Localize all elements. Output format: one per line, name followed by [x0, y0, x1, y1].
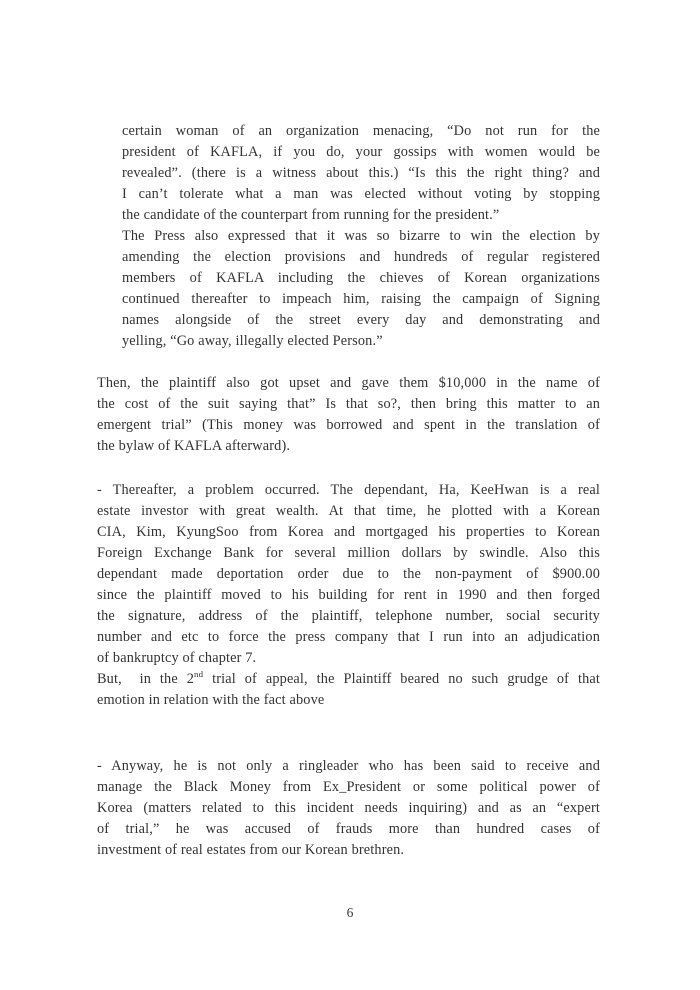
text-line [97, 606, 600, 627]
text-line [97, 690, 600, 711]
text-segment: the cost of the suit saying that” Is that so?, then bring this matter to an [97, 396, 600, 412]
text-line [97, 627, 600, 648]
text-segment: CIA, Kim, KyungSoo from Korea and mortgaged his properties to Korean [97, 524, 600, 540]
text-line [122, 247, 600, 268]
text-segment: emotion in relation with the fact above [97, 692, 325, 708]
text-line [97, 777, 600, 798]
text-line [122, 184, 600, 205]
text-line [97, 436, 600, 457]
text-line [122, 310, 600, 331]
text-line [97, 480, 600, 501]
paragraph-settlement [97, 373, 600, 457]
document-body [97, 121, 600, 861]
text-line [97, 840, 600, 861]
text-segment: emergent trial” (This money was borrowed and spent in the translation of [97, 417, 600, 433]
text-segment: continued thereafter to impeach him, raising the campaign of Signing [122, 291, 600, 307]
text-segment: of bankruptcy of chapter 7. [97, 650, 257, 666]
text-line [122, 205, 600, 226]
text-segment: president of KAFLA, if you do, your gossips with women would be [122, 144, 600, 160]
text-segment: Korea (matters related to this incident needs inquiring) and as an “expert [97, 800, 600, 816]
text-segment: Foreign Exchange Bank for several million dollars by swindle. Also this [97, 545, 600, 561]
text-segment: certain woman of an organization menacing, “Do not run for the [122, 123, 600, 139]
text-segment: - Anyway, he is not only a ringleader who has been said to receive and [97, 758, 600, 774]
text-line [97, 648, 600, 669]
text-line [97, 585, 600, 606]
text-segment: the candidate of the counterpart from running for the president.” [122, 207, 500, 223]
text-segment: of trial,” he was accused of frauds more than hundred cases of [97, 821, 600, 837]
text-line [122, 121, 600, 142]
text-segment: revealed”. (there is a witness about this.) “Is this the right thing? and [122, 165, 600, 181]
text-segment: The Press also expressed that it was so bizarre to win the election by [122, 228, 600, 244]
text-line [97, 756, 600, 777]
text-segment: members of KAFLA including the chieves of Korean organizations [122, 270, 600, 286]
superscript-text: nd [194, 669, 204, 680]
text-segment: trial of appeal, the Plaintiff beared no such grudge of that [203, 671, 600, 687]
text-segment: I can’t tolerate what a man was elected without voting by stopping [122, 186, 600, 202]
text-segment: investment of real estates from our Korean brethren. [97, 842, 405, 858]
text-segment: - Thereafter, a problem occurred. The dependant, Ha, KeeHwan is a real [97, 482, 600, 498]
text-segment: estate investor with great wealth. At that time, he plotted with a Korean [97, 503, 600, 519]
text-line [97, 564, 600, 585]
text-segment: Then, the plaintiff also got upset and gave them $10,000 in the name of [97, 375, 600, 391]
text-line [122, 268, 600, 289]
text-line [122, 142, 600, 163]
text-line [97, 501, 600, 522]
text-segment: amending the election provisions and hundreds of regular registered [122, 249, 600, 265]
text-line [122, 163, 600, 184]
text-line [122, 226, 600, 247]
text-line [97, 798, 600, 819]
text-line [97, 543, 600, 564]
paragraph-thereafter [97, 480, 600, 711]
text-segment: But, in the 2 [97, 671, 195, 687]
indented-quote-block [97, 121, 600, 352]
text-line [97, 394, 600, 415]
paragraph-anyway [97, 756, 600, 861]
text-line [122, 331, 600, 352]
text-segment: the signature, address of the plaintiff, telephone number, social security [97, 608, 600, 624]
text-segment: dependant made deportation order due to the non-payment of $900.00 [97, 566, 600, 582]
text-line [97, 819, 600, 840]
text-segment: manage the Black Money from Ex_President or some political power of [97, 779, 600, 795]
text-line [97, 669, 600, 690]
text-segment: names alongside of the street every day and demonstrating and [122, 312, 600, 328]
page-number: 6 [346, 905, 354, 920]
text-line [122, 289, 600, 310]
text-line [97, 522, 600, 543]
text-line [97, 373, 600, 394]
text-segment: yelling, “Go away, illegally elected Person.” [122, 333, 383, 349]
text-segment: since the plaintiff moved to his building for rent in 1990 and then forged [97, 587, 600, 603]
text-line [97, 415, 600, 436]
text-segment: the bylaw of KAFLA afterward). [97, 438, 291, 454]
text-segment: number and etc to force the press company that I run into an adjudication [97, 629, 600, 645]
